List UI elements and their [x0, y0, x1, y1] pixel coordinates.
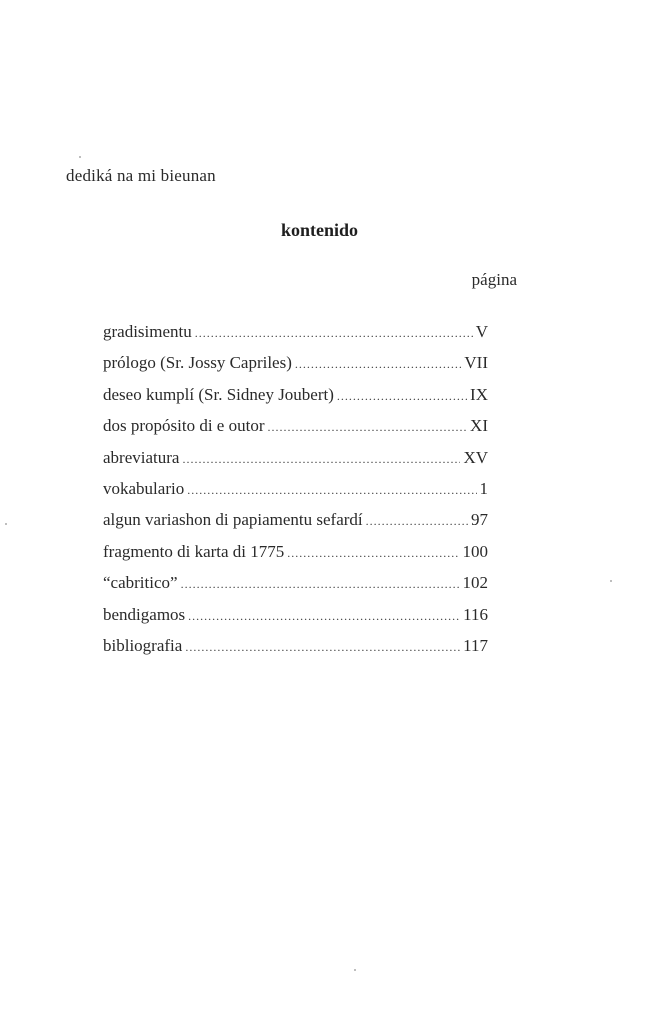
page-title: kontenido — [280, 220, 359, 240]
toc-entry — [103, 479, 488, 510]
toc-entry-page: XV — [463, 447, 488, 467]
toc-dot-leader — [187, 483, 476, 498]
toc-entry-title: fragmento di karta di 1775 — [103, 541, 285, 561]
toc-dot-leader — [287, 546, 459, 561]
toc-entry-title: “cabritico” — [103, 573, 178, 593]
toc-entry — [103, 322, 488, 353]
toc-entry-title: dos propósito di e outor — [103, 416, 265, 436]
toc-entry — [103, 448, 488, 479]
toc-dot-leader — [185, 640, 460, 655]
toc-entry-page: 97 — [471, 510, 488, 530]
toc-dot-leader — [337, 389, 467, 404]
toc-entry — [103, 542, 488, 573]
toc-entry-title: bibliografia — [103, 635, 183, 655]
dedication-text: dediká na mi bieunan — [66, 166, 216, 185]
toc-entry — [103, 573, 488, 604]
toc-dot-leader — [295, 357, 462, 372]
toc-entry-title: deseo kumplí (Sr. Sidney Joubert) — [103, 384, 334, 404]
toc-entry-page: 117 — [463, 635, 488, 655]
toc-entry-title: algun variashon di papiamentu sefardí — [103, 510, 363, 530]
toc-entry-title: vokabulario — [103, 478, 185, 498]
toc-entry — [103, 353, 488, 384]
scan-speck — [79, 156, 81, 158]
toc-dot-leader — [268, 420, 468, 435]
table-of-contents — [103, 322, 488, 667]
scan-speck — [354, 969, 356, 971]
page-column-header: página — [471, 270, 517, 289]
toc-dot-leader — [182, 452, 460, 467]
toc-entry-page: XI — [470, 416, 488, 436]
toc-entry — [103, 605, 488, 636]
toc-dot-leader — [195, 326, 473, 341]
toc-dot-leader — [188, 609, 460, 624]
toc-entry — [103, 385, 488, 416]
toc-entry-page: 100 — [462, 541, 488, 561]
scan-speck — [5, 523, 7, 525]
toc-entry-title: prólogo (Sr. Jossy Capriles) — [103, 353, 292, 373]
toc-entry — [103, 636, 488, 667]
toc-entry — [103, 416, 488, 447]
toc-entry-title: abreviatura — [103, 447, 180, 467]
toc-entry-page: 1 — [479, 478, 488, 498]
toc-entry — [103, 510, 488, 541]
toc-entry-page: 102 — [462, 573, 488, 593]
toc-entry-page: VII — [464, 353, 488, 373]
toc-dot-leader — [181, 577, 460, 592]
toc-entry-page: 116 — [463, 604, 488, 624]
scan-speck — [610, 580, 612, 582]
toc-entry-title: gradisimentu — [103, 322, 192, 341]
toc-entry-page: IX — [470, 384, 488, 404]
toc-entry-title: bendigamos — [103, 604, 186, 624]
toc-entry-page: V — [475, 322, 488, 341]
toc-dot-leader — [366, 514, 468, 529]
